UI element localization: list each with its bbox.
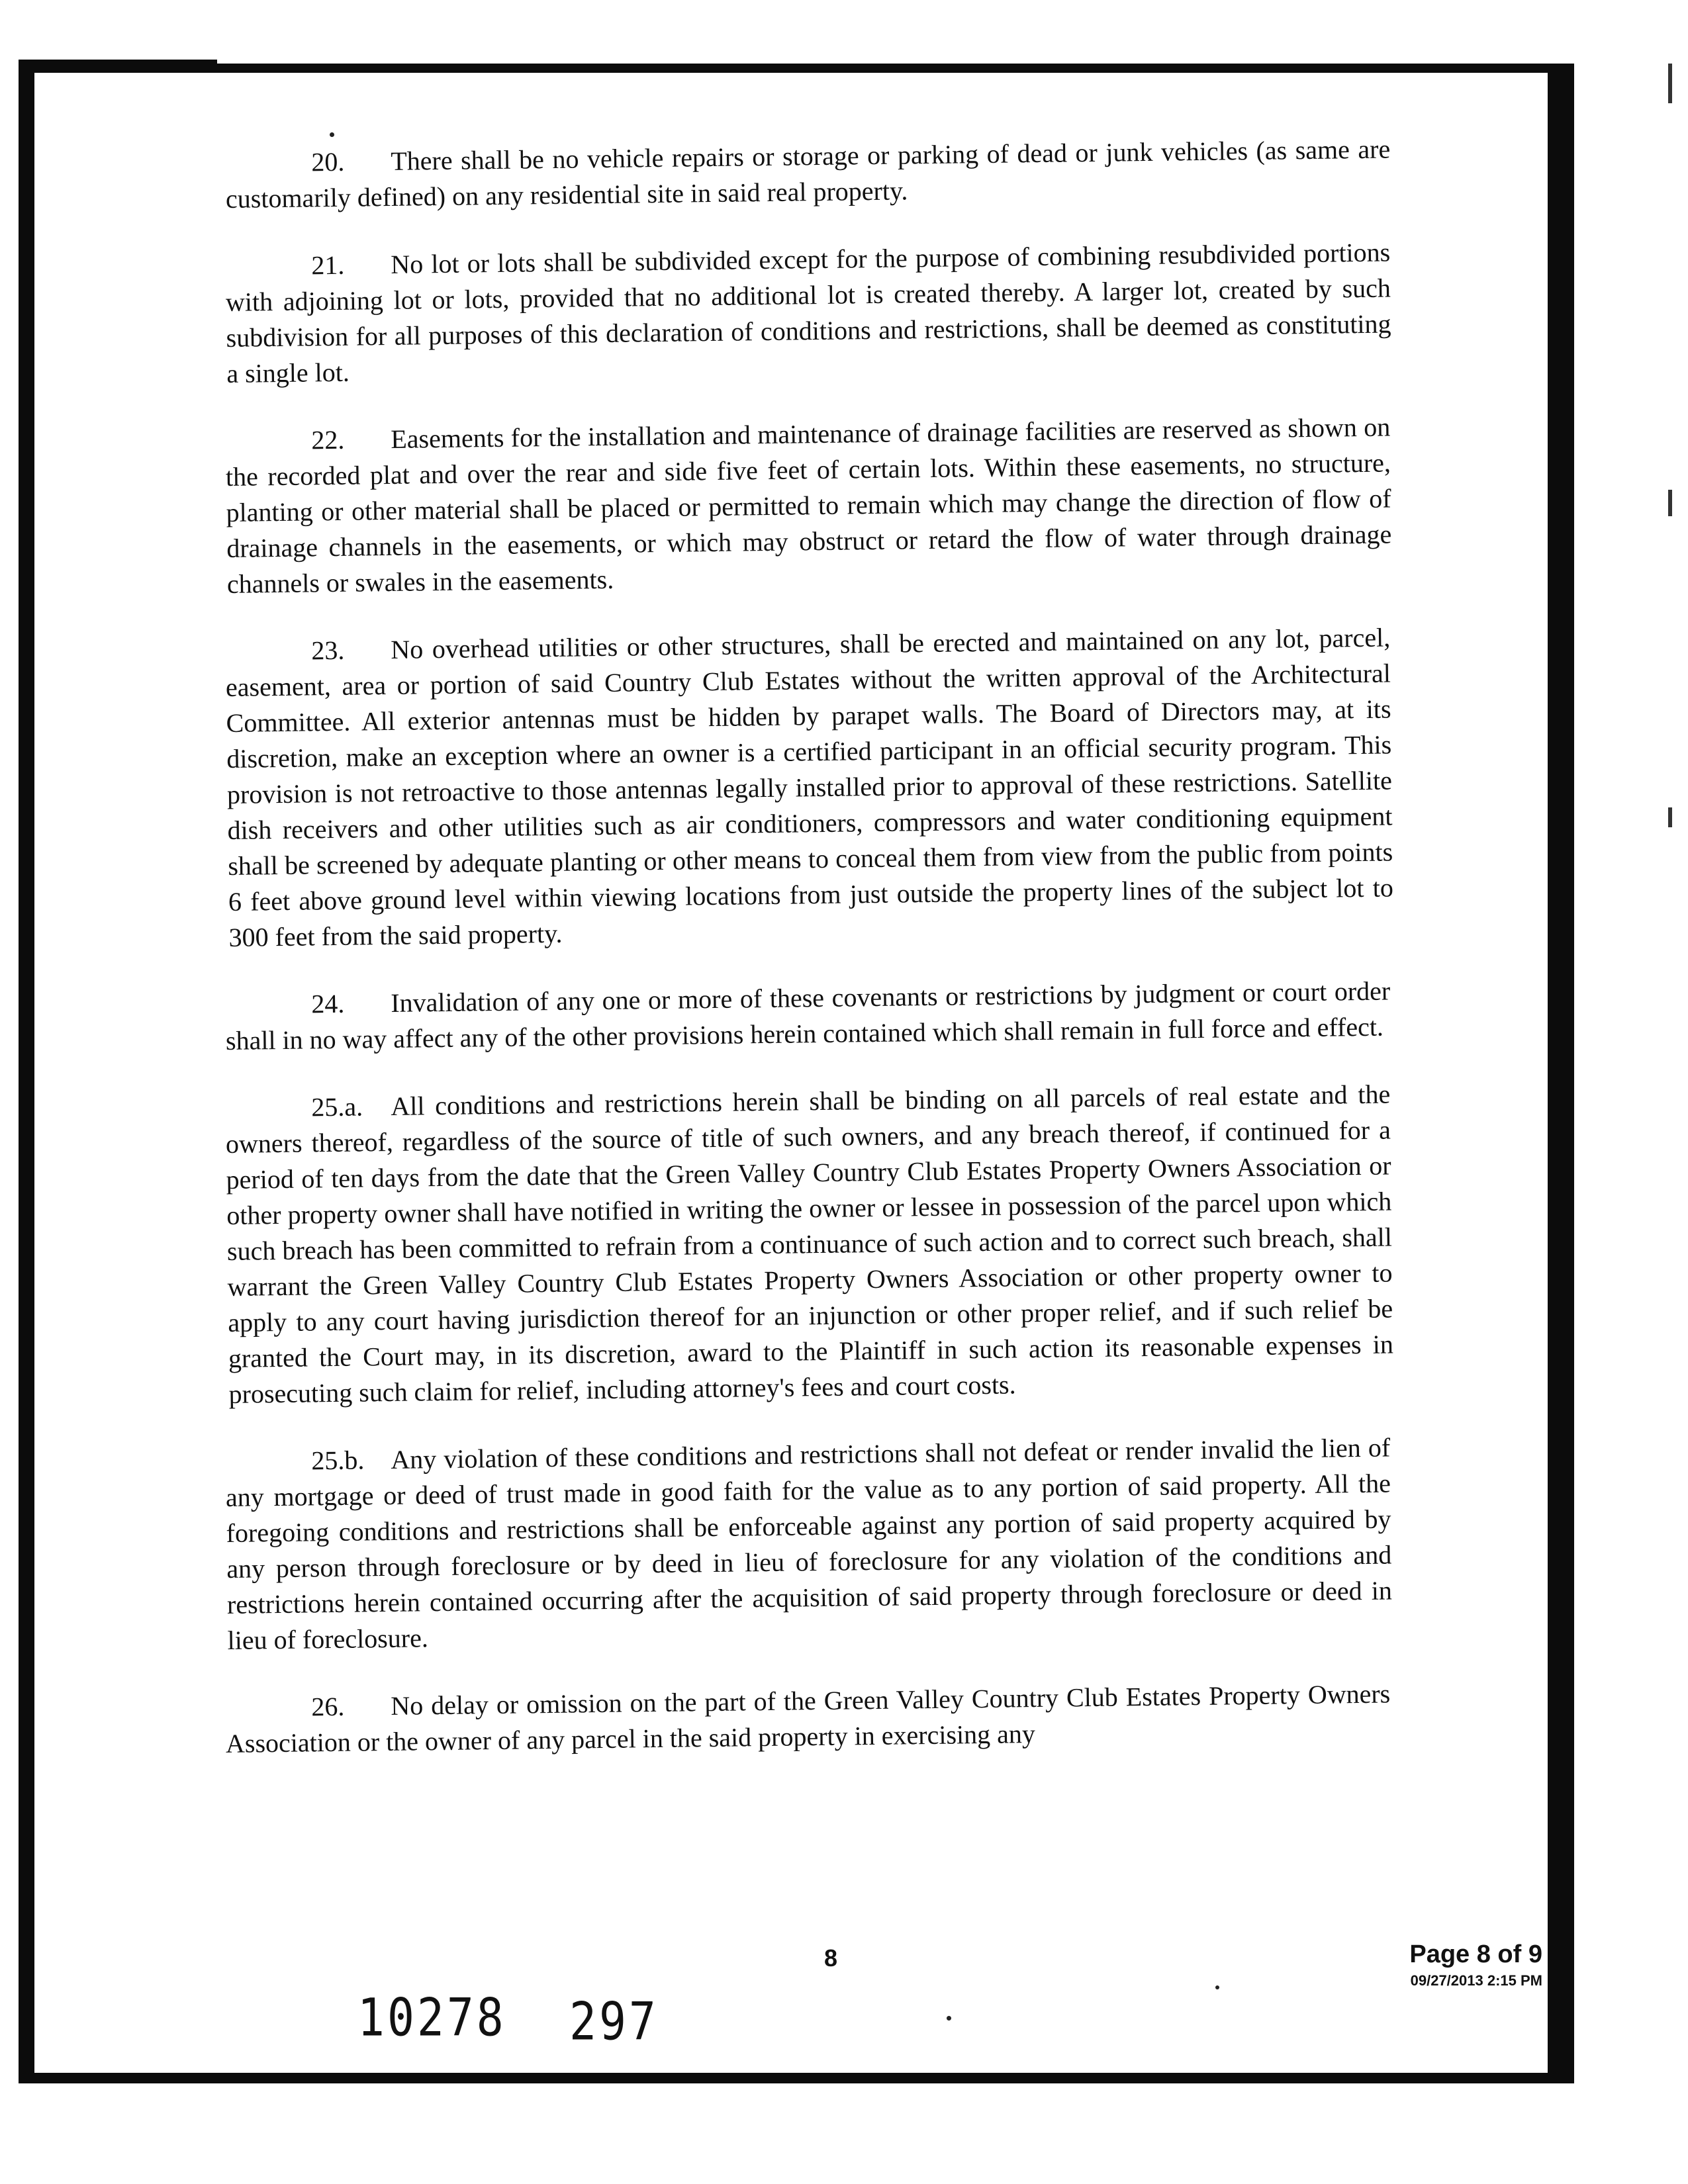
paragraph-number: 20.: [311, 146, 345, 177]
paragraph-text: Easements for the installation and maintenance of drainage facilities are reserved as shown on the recorded plat and over the rear and side five feet of certain lots. Within these easements, no structure, planting or other material shall be placed or permitted to remain which may change the direction of flow of drainage channels in the easements, or which may obstruct or retard the flow of water through drainage channels or swales in the easements.: [225, 412, 1392, 599]
paragraph-number: 25.b.: [311, 1445, 365, 1476]
paragraph-text: Invalidation of any one or more of these covenants or restrictions by judgment or court order shall in no way affect any of the other provisions herein contained which shall remain in full force and effect.: [225, 976, 1391, 1056]
paragraph-number: 21.: [311, 250, 345, 281]
paragraph-24: [225, 973, 1391, 1058]
paragraph-20: [225, 131, 1391, 216]
scan-edge-mark: [1668, 490, 1672, 516]
paragraph-23: [225, 619, 1394, 955]
paragraph-text: No delay or omission on the part of the Green Valley Country Club Estates Property Owners Association or the owner of any parcel in the said property in exercising any: [225, 1678, 1391, 1758]
paragraph-21: [225, 234, 1392, 391]
page-number: 8: [823, 1944, 838, 1972]
paragraph-number: 23.: [311, 635, 345, 666]
paragraph-25b: [225, 1430, 1393, 1658]
paragraph-text: No lot or lots shall be subdivided except for the purpose of combining resubdivided portions with adjoining lot or lots, provided that no additional lot is created thereby. A larger lot, created by such subdivision for all purposes of this declaration of conditions and restrictions, shall be deemed as constituting a single lot.: [225, 237, 1391, 388]
scan-speck: [947, 2016, 951, 2021]
paragraph-number: 24.: [311, 988, 345, 1019]
book-page-number: 297: [569, 1992, 659, 2052]
scan-speck: [1215, 1985, 1219, 1989]
paragraph-25a: [225, 1076, 1394, 1412]
recording-timestamp: 09/27/2013 2:15 PM: [1410, 1972, 1542, 1989]
paragraph-text: All conditions and restrictions herein shall be binding on all parcels of real estate and the owners thereof, regardless of the source of title of such owners, and any breach thereof, if continued for a period of ten days from the date that the Green Valley Country Club Estates Property Owners Association or other property owner shall have notified in writing the owner or lessee in possession of the parcel upon which such breach has been committed to refrain from a continuance of such action and to correct such breach, shall warrant the Green Valley Country Club Estates Property Owners Association or other property owner to apply to any court having jurisdiction thereof for an injunction or other proper relief, and if such relief be granted the Court may, in its discretion, award to the Plaintiff in such action its reasonable expenses in prosecuting such claim for relief, including attorney's fees and court costs.: [225, 1079, 1394, 1409]
paragraph-22: [225, 409, 1392, 602]
paragraph-26: [225, 1676, 1391, 1761]
book-number: 10278: [357, 1988, 506, 2048]
page-count: Page 8 of 9: [1409, 1940, 1542, 1968]
scan-edge-mark: [1668, 64, 1672, 103]
paragraph-text: There shall be no vehicle repairs or storage or parking of dead or junk vehicles (as same are customarily defined) on any residential site in said real property.: [225, 134, 1391, 214]
paragraph-number: 25.a.: [311, 1091, 363, 1122]
paragraph-number: 22.: [311, 424, 345, 455]
paragraph-text: Any violation of these conditions and restrictions shall not defeat or render invalid the lien of any mortgage or deed of trust made in good faith for the value as to any portion of said property. All the foregoing conditions and restrictions shall be enforceable against any portion of said property acquired by any person through foreclosure or by deed in lieu of foreclosure for any violation of the conditions and restrictions herein contained occurring after the acquisition of said property through foreclosure or deed in lieu of foreclosure.: [225, 1432, 1393, 1655]
paragraph-text: No overhead utilities or other structures, shall be erected and maintained on any lot, parcel, easement, area or portion of said Country Club Estates without the written approval of the Architectural Committee. All exterior antennas must be hidden by parapet walls. The Board of Directors may, at its discretion, make an exception where an owner is a certified participant in an official security program. This provision is not retroactive to those antennas legally installed prior to approval of these restrictions. Satellite dish receivers and other utilities such as air conditioners, compressors and water conditioning equipment shall be screened by adequate planting or other means to conceal them from view from the public from points 6 feet above ground level within viewing locations from just outside the property lines of the subject lot to 300 feet from the said property.: [225, 622, 1394, 952]
scan-edge-mark: [1668, 807, 1672, 827]
document-body: [225, 134, 1394, 1794]
scan-speck: [330, 132, 334, 137]
paragraph-number: 26.: [311, 1691, 345, 1722]
